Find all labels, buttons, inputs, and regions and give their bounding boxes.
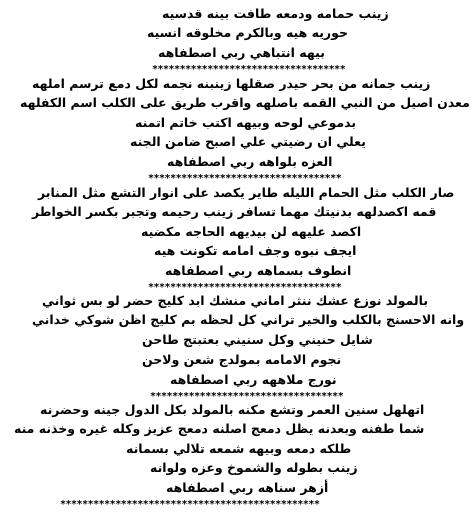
verse-line: بدموعي لوحه وبيهه اكتب خاتم اتمنه xyxy=(135,115,357,130)
separator-line: *********************************** xyxy=(148,173,342,184)
verse-line: شايل حنيني وكل سنيني بعتبتج طاحن xyxy=(142,332,373,347)
verse-line: شما طفنه وبعدنه يظل دمعج اصلنه دمعج عزيز وكله غيره وخذنه منه xyxy=(14,421,425,436)
verse-line: أزهر سناهه ربي اصطفاهه xyxy=(166,480,329,495)
verse-line: نجوم الامامه بمولدج شعن ولاحن xyxy=(142,352,342,367)
verse-line: زينب جمانه من بحر حيدر صقلها زينبنه نجمه لكل دمع ترسم املهه xyxy=(32,76,431,91)
separator-line: *********************************** xyxy=(150,391,344,402)
verse-line: يعلي ان رضيتي علي اصبح ضامن الجنه xyxy=(130,134,366,149)
verse-line: انطوف بسماهه ربي اصطفاهه xyxy=(165,263,352,278)
separator-line: *********************************** xyxy=(152,64,346,75)
verse-line: ايجف نبوه وجف امامه تكونت هيه xyxy=(154,243,357,258)
verse-line: زينب بطوله والشموخ وعزه ولوانه xyxy=(150,460,358,475)
verse-line: طلكه دمعه وبيهه شمعه تلالي بسمانه xyxy=(126,441,352,456)
verse-line: حوريه هيه وبالكرم مخلوقه انسيه xyxy=(147,25,348,40)
verse-line: صار الكلب مثل الحمام الليله طاير يكصد على انوار التشع مثل المنابر xyxy=(38,185,455,200)
separator-line: *********************************** xyxy=(148,282,342,293)
verse-line: اكصد عليهه لن بيديهه الحاجه مكضيه xyxy=(141,224,362,239)
verse-line: وانه الاحسنج بالكلب والخير تراني كل لحظه بم كليج اظن شوكي خداني xyxy=(32,312,465,327)
verse-line: اتهلهل سنين العمر وتشع مكنه بالمولد بكل الدول جينه وحضرنه xyxy=(40,402,425,417)
verse-line: بيهه انتباهي ربي اصطفاهه xyxy=(158,45,325,60)
verse-line: معدن اصيل من النبي القمه باصلهه واقرب طريق على الكلب اسم الكفلهه xyxy=(20,95,470,110)
verse-line: نورج ملاههه ربي اصطفاهه xyxy=(170,372,337,387)
verse-line: زينب حمامه ودمعه طافت بينه قدسيه xyxy=(162,6,389,21)
separator-line: *********************************************** xyxy=(60,499,320,510)
verse-line: بالمولد نوزع عشك ننثر اماني منشك ابد كليج حضر لو بس ثواني xyxy=(42,293,429,308)
verse-line: العزه بلواهه ربي اصطفاهه xyxy=(167,154,333,169)
verse-line: قمه اكصدلهه بدنيتك مهما تسافر زينب رحيمه وتجبر بكسر الخواطر xyxy=(32,204,437,219)
